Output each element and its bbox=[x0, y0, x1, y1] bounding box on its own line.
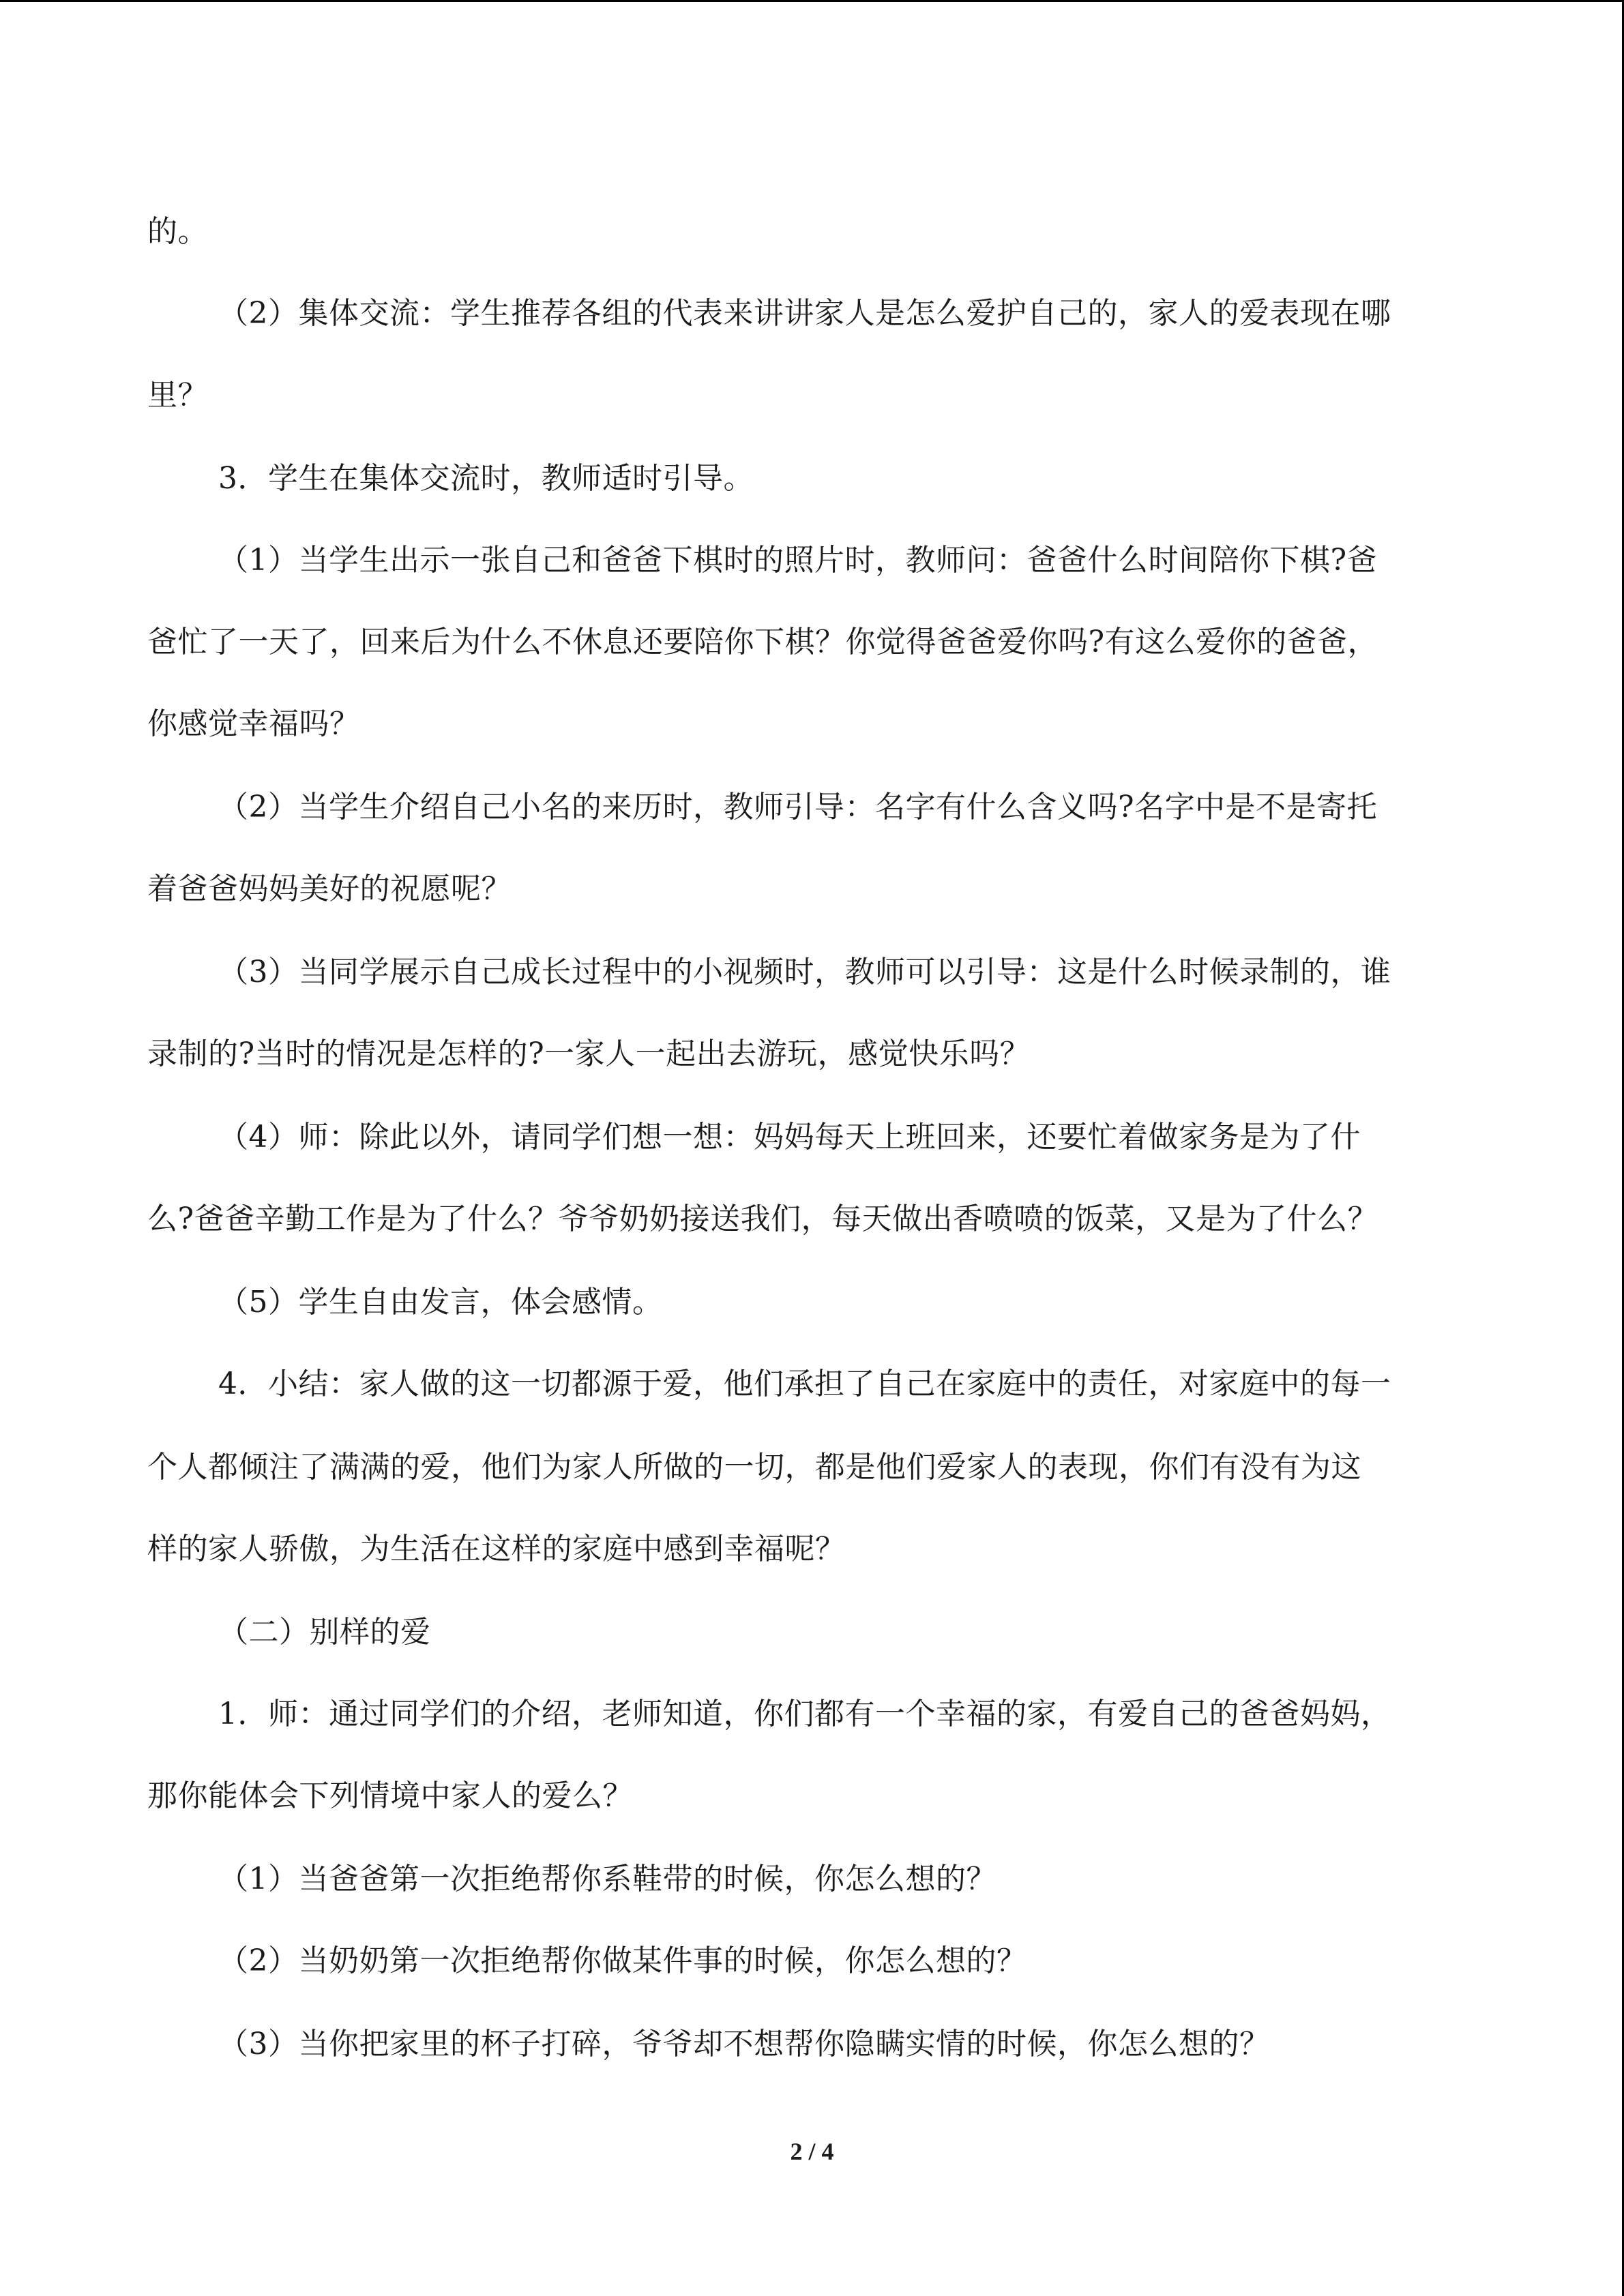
text-line-summary: 4．小结：家人做的这一切都源于爱，他们承担了自己在家庭中的责任，对家庭中的每一 bbox=[218, 1367, 1391, 1401]
text-line-continuation: 的。 bbox=[147, 214, 208, 249]
text-line-step-3: 3．学生在集体交流时，教师适时引导。 bbox=[218, 461, 754, 496]
text-line-guide-1: （1）当学生出示一张自己和爸爸下棋时的照片时，教师问：爸爸什么时间陪你下棋?爸 bbox=[218, 543, 1378, 578]
text-line-guide-5: （5）学生自由发言，体会感情。 bbox=[218, 1285, 663, 1320]
text-line: 里？ bbox=[147, 378, 208, 413]
text-line: 爸忙了一天了，回来后为什么不休息还要陪你下棋？你觉得爸爸爱你吗?有这么爱你的爸爸， bbox=[147, 625, 1378, 659]
scenario-item-3: （3）当你把家里的杯子打碎，爷爷却不想帮你隐瞒实情的时候，你怎么想的？ bbox=[218, 2027, 1270, 2061]
text-line-group-discussion: （2）集体交流：学生推荐各组的代表来讲讲家人是怎么爱护自己的，家人的爱表现在哪 bbox=[218, 296, 1391, 331]
text-line: 录制的?当时的情况是怎样的?一家人一起出去游玩，感觉快乐吗？ bbox=[147, 1037, 1031, 1071]
text-line-guide-4: （4）师：除此以外，请同学们想一想：妈妈每天上班回来，还要忙着做家务是为了什 bbox=[218, 1120, 1361, 1154]
text-line: 你感觉幸福吗？ bbox=[147, 706, 360, 741]
text-line: 么?爸爸辛勤工作是为了什么？爷爷奶奶接送我们，每天做出香喷喷的饭菜，又是为了什么？ bbox=[147, 1202, 1378, 1236]
text-line-guide-3: （3）当同学展示自己成长过程中的小视频时，教师可以引导：这是什么时候录制的，谁 bbox=[218, 955, 1391, 989]
text-line: 样的家人骄傲，为生活在这样的家庭中感到幸福呢？ bbox=[147, 1532, 846, 1566]
page-number: 2 / 4 bbox=[790, 2138, 834, 2165]
text-line-guide-2: （2）当学生介绍自己小名的来历时，教师引导：名字有什么含义吗?名字中是不是寄托 bbox=[218, 790, 1378, 824]
text-line: 个人都倾注了满满的爱，他们为家人所做的一切，都是他们爱家人的表现，你们有没有为这 bbox=[147, 1450, 1361, 1485]
text-line-step-1: 1．师：通过同学们的介绍，老师知道，你们都有一个幸福的家，有爱自己的爸爸妈妈， bbox=[218, 1697, 1391, 1731]
scenario-item-1: （1）当爸爸第一次拒绝帮你系鞋带的时候，你怎么想的？ bbox=[218, 1862, 996, 1896]
text-line: 那你能体会下列情境中家人的爱么？ bbox=[147, 1778, 633, 1813]
section-heading: （二）别样的爱 bbox=[218, 1615, 431, 1650]
scenario-item-2: （2）当奶奶第一次拒绝帮你做某件事的时候，你怎么想的？ bbox=[218, 1943, 1027, 1978]
top-border-rule bbox=[0, 0, 1624, 2]
text-line: 着爸爸妈妈美好的祝愿呢？ bbox=[147, 871, 512, 906]
